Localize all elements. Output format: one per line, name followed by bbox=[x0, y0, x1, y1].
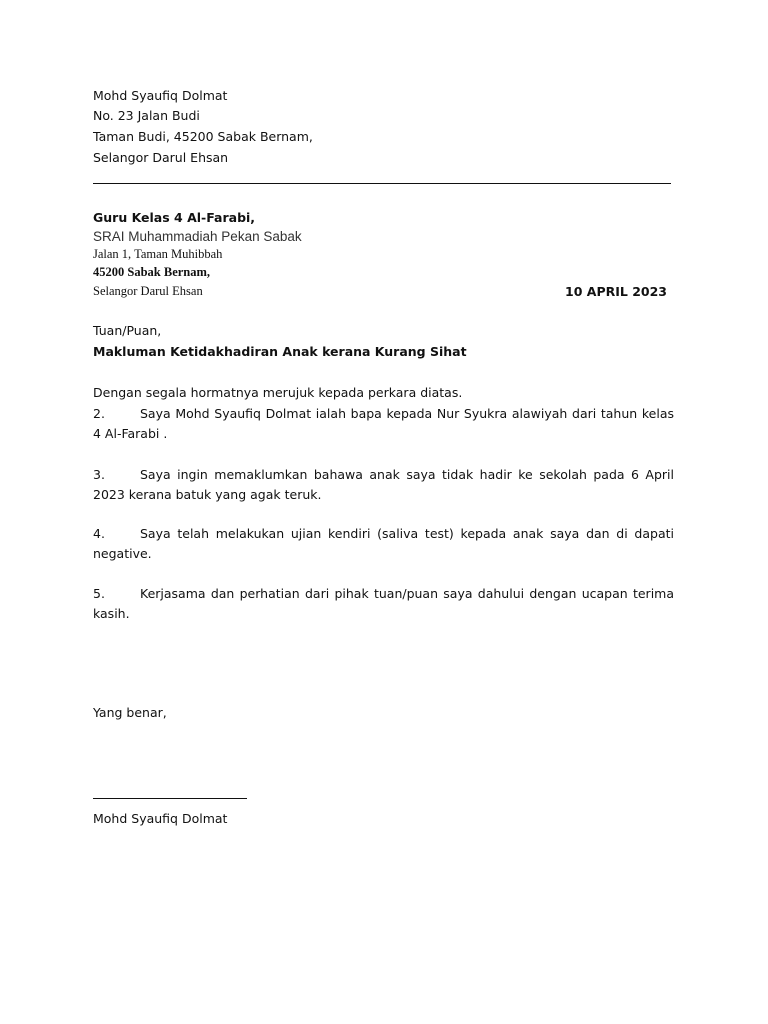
sender-name: Mohd Syaufiq Dolmat bbox=[93, 88, 228, 103]
recipient-school: SRAI Muhammadiah Pekan Sabak bbox=[93, 229, 302, 244]
paragraph-text: Saya ingin memaklumkan bahawa anak saya tidak hadir ke sekolah pada 6 April 2023 kerana batuk yang agak teruk. bbox=[93, 467, 674, 502]
paragraph-3 bbox=[93, 465, 674, 505]
header-divider bbox=[93, 183, 671, 184]
paragraph-4 bbox=[93, 524, 674, 564]
paragraph-number: 5. bbox=[93, 586, 105, 601]
paragraph-5 bbox=[93, 584, 674, 624]
sender-address-line3: Selangor Darul Ehsan bbox=[93, 150, 229, 165]
signature-line bbox=[93, 798, 247, 799]
paragraph-2 bbox=[93, 404, 674, 444]
recipient-line1: Jalan 1, Taman Muhibbah bbox=[93, 247, 223, 261]
recipient-title: Guru Kelas 4 Al-Farabi, bbox=[93, 210, 256, 225]
paragraph-text: Saya telah melakukan ujian kendiri (saliva test) kepada anak saya dan di dapati negative. bbox=[93, 526, 674, 561]
recipient-line2: 45200 Sabak Bernam, bbox=[93, 265, 211, 279]
opening-line: Dengan segala hormatnya merujuk kepada perkara diatas. bbox=[93, 385, 463, 400]
paragraph-text: Saya Mohd Syaufiq Dolmat ialah bapa kepada Nur Syukra alawiyah dari tahun kelas 4 Al-Farabi . bbox=[93, 406, 674, 441]
paragraph-number: 3. bbox=[93, 467, 105, 482]
paragraph-number: 4. bbox=[93, 526, 105, 541]
paragraph-number: 2. bbox=[93, 406, 105, 421]
subject-line: Makluman Ketidakhadiran Anak kerana Kurang Sihat bbox=[93, 344, 467, 359]
sender-address-line1: No. 23 Jalan Budi bbox=[93, 108, 200, 123]
letter-date: 10 APRIL 2023 bbox=[565, 284, 667, 299]
signature-name: Mohd Syaufiq Dolmat bbox=[93, 811, 228, 826]
recipient-line3: Selangor Darul Ehsan bbox=[93, 284, 203, 298]
paragraph-text: Kerjasama dan perhatian dari pihak tuan/puan saya dahului dengan ucapan terima kasih. bbox=[93, 586, 674, 621]
closing-line: Yang benar, bbox=[93, 705, 167, 720]
sender-address-line2: Taman Budi, 45200 Sabak Bernam, bbox=[93, 129, 313, 144]
salutation: Tuan/Puan, bbox=[93, 323, 162, 338]
